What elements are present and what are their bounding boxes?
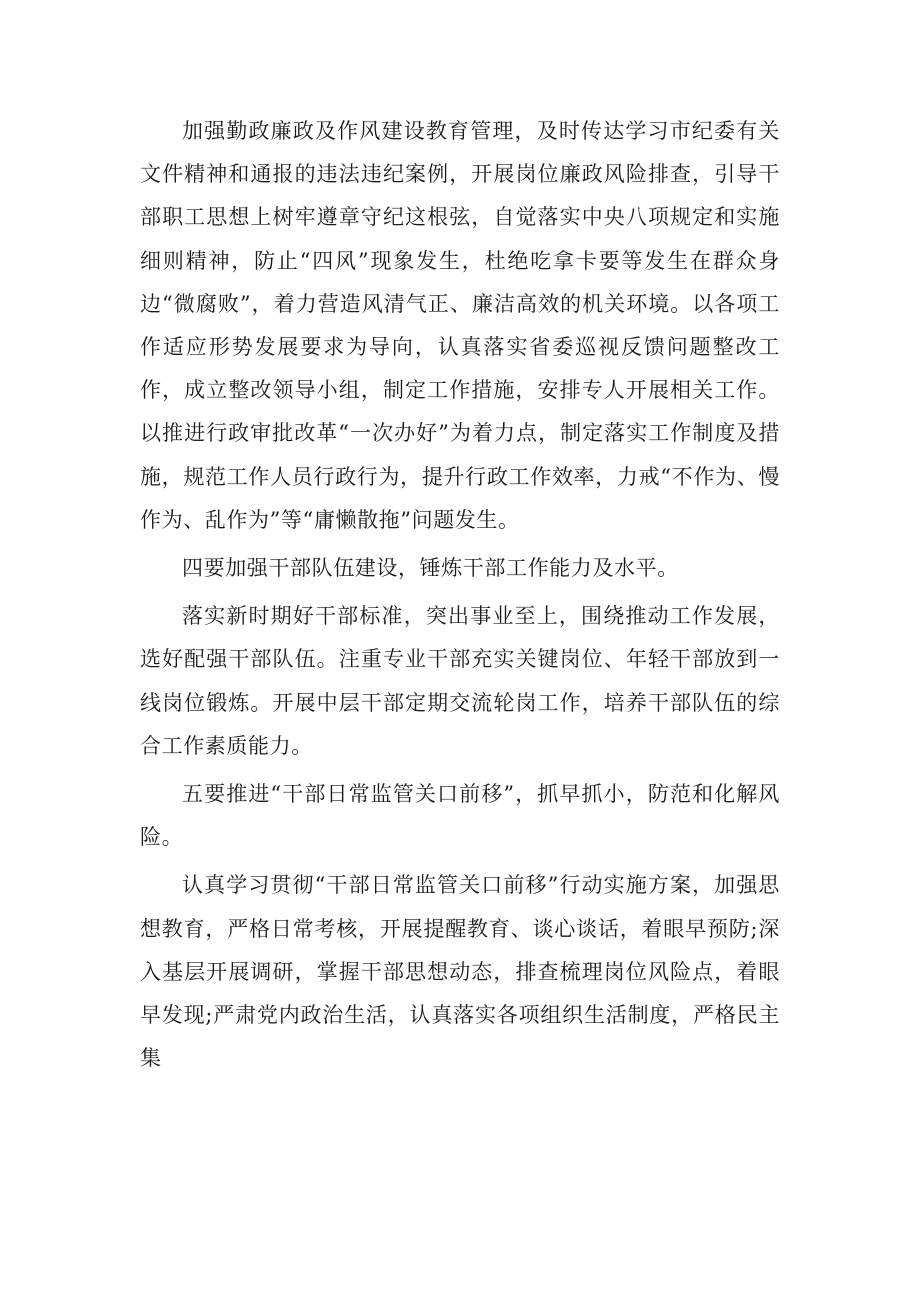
paragraph-cadre-team: 落实新时期好干部标准，突出事业至上，围绕推动工作发展，选好配强干部队伍。注重专业干部充实关键岗位、年轻干部放到一线岗位锻炼。开展中层干部定期交流轮岗工作，培养干部队伍的综合工作素质能力。 <box>140 604 780 758</box>
paragraph-integrity-work: 加强勤政廉政及作风建设教育管理，及时传达学习市纪委有关文件精神和通报的违法违纪案例，开展岗位廉政风险排查，引导干部职工思想上树牢遵章守纪这根弦，自觉落实中央八项规定和实施细则精神，防止“四风”现象发生，杜绝吃拿卡要等发生在群众身边“微腐败”，着力营造风清气正、廉洁高效的机关环境。以各项工作适应形势发展要求为导向，认真落实省委巡视反馈问题整改工作，成立整改领导小组，制定工作措施，安排专人开展相关工作。以推进行政审批改革“一次办好”为着力点，制定落实工作制度及措施，规范工作人员行政行为，提升行政工作效率，力戒“不作为、慢作为、乱作为”等“庸懒散拖”问题发生。 <box>140 119 780 532</box>
paragraph-heading-four: 四要加强干部队伍建设，锤炼干部工作能力及水平。 <box>182 556 679 581</box>
paragraph-heading-five: 五要推进“干部日常监管关口前移”，抓早抓小，防范和化解风险。 <box>140 782 780 850</box>
paragraph-supervision: 认真学习贯彻“干部日常监管关口前移”行动实施方案，加强思想教育，严格日常考核，开展提醒教育、谈心谈话，着眼早预防;深入基层开展调研，掌握干部思想动态，排查梳理岗位风险点，着眼早发现;严肃党内政治生活，认真落实各项组织生活制度，严格民主集 <box>140 873 780 1071</box>
document-body <box>140 110 780 1085</box>
